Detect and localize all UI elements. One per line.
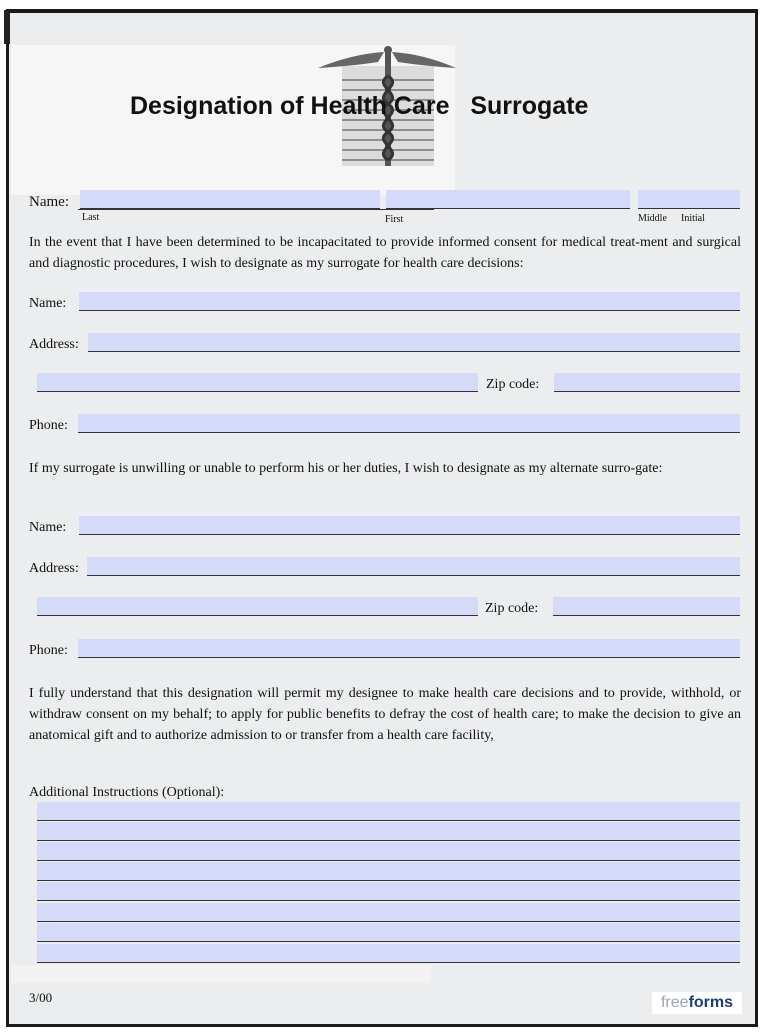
additional-instructions-label: Additional Instructions (Optional):	[29, 785, 225, 800]
instructions-line	[37, 882, 740, 901]
page-edge-mark	[4, 10, 10, 44]
instructions-line	[37, 923, 740, 942]
surrogate-name-label: Name:	[29, 296, 67, 311]
surrogate-phone-label: Phone:	[29, 418, 68, 433]
instructions-line	[37, 802, 740, 821]
revision-date: 3/00	[29, 990, 53, 1005]
surrogate-zip-label: Zip code:	[486, 377, 540, 392]
first-caption: First	[385, 214, 404, 225]
alternate-address-label: Address:	[29, 561, 79, 576]
surrogate-address-line2-field[interactable]	[37, 373, 478, 392]
instructions-line	[37, 822, 740, 841]
alternate-address-line2-field[interactable]	[37, 597, 478, 616]
alternate-phone-field[interactable]	[78, 639, 740, 658]
middle-caption: Middle	[638, 213, 667, 224]
alternate-name-label: Name:	[29, 520, 67, 535]
last-caption: Last	[82, 212, 100, 223]
initial-caption: Initial	[681, 213, 705, 224]
alternate-phone-label: Phone:	[29, 643, 68, 658]
surrogate-zip-field[interactable]	[554, 373, 740, 392]
alternate-zip-field[interactable]	[553, 597, 740, 616]
scan-artifact	[11, 965, 431, 983]
understanding-paragraph: I fully understand that this designation will permit my designee to make health care decisions and to provide, withhold, or withdraw consent on my behalf; to apply for public benefits to defray the cost of health care; to make the decision to give an anatomical gift and to authorize admission to or transfer from a health care facility,	[29, 686, 741, 743]
name-underline	[78, 209, 434, 210]
surrogate-address-label: Address:	[29, 337, 79, 352]
applicant-last-name-field[interactable]	[80, 190, 380, 209]
surrogate-name-field[interactable]	[79, 292, 740, 311]
applicant-first-name-field[interactable]	[386, 190, 630, 209]
surrogate-phone-field[interactable]	[78, 414, 740, 433]
form-title: Designation of Health Care Surrogate	[130, 92, 589, 120]
instructions-line	[37, 862, 740, 881]
intro-paragraph: In the event that I have been determined to be incapacitated to provide informed consent for medical treat-ment and surgical and diagnostic procedures, I wish to designate as my surrogate for health care decisions:	[29, 235, 741, 271]
alternate-paragraph: If my surrogate is unwilling or unable to perform his or her duties, I wish to designate as my alternate surro-gate:	[29, 461, 663, 476]
applicant-middle-initial-field[interactable]	[638, 190, 740, 209]
surrogate-address-field[interactable]	[88, 333, 740, 352]
alternate-name-field[interactable]	[79, 516, 740, 535]
freeforms-logo: freeforms	[652, 992, 742, 1014]
instructions-line	[37, 842, 740, 861]
alternate-address-field[interactable]	[87, 557, 740, 576]
additional-instructions-field[interactable]	[37, 802, 740, 964]
applicant-name-label: Name:	[29, 194, 69, 210]
instructions-line	[37, 944, 740, 963]
instructions-line	[37, 903, 740, 922]
alternate-zip-label: Zip code:	[485, 601, 539, 616]
